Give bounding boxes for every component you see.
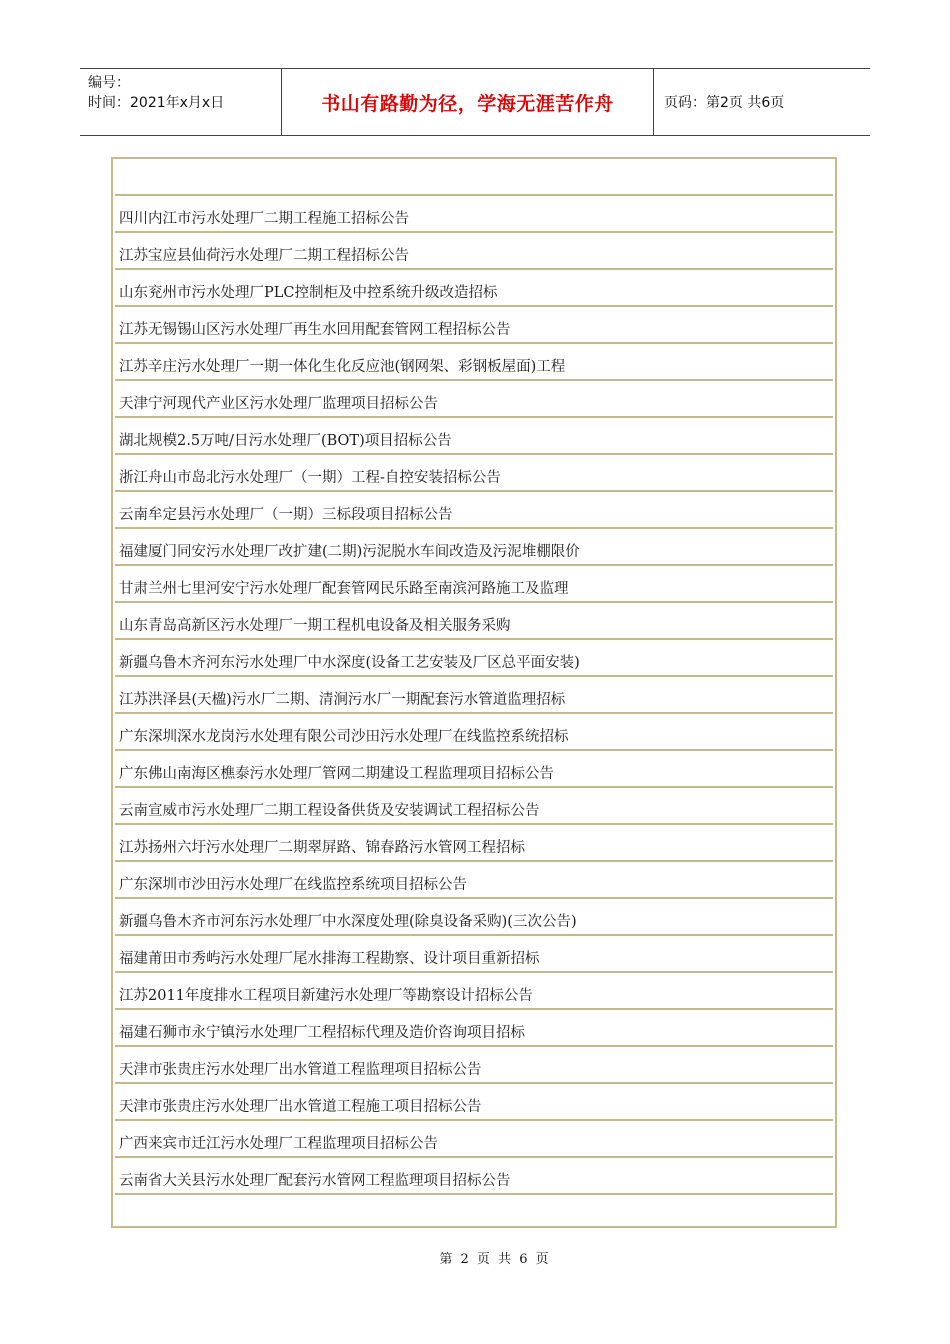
table-row: 四川内江市污水处理厂二期工程施工招标公告 bbox=[115, 198, 833, 233]
page-header bbox=[80, 68, 870, 136]
time-label: 时间：2021年x月x日 bbox=[88, 95, 225, 111]
table-row bbox=[115, 1197, 833, 1232]
header-page-label: 页码：第2页 共6页 bbox=[664, 95, 785, 111]
table-row: 天津市张贵庄污水处理厂出水管道工程监理项目招标公告 bbox=[115, 1049, 833, 1084]
table-row: 广东佛山南海区樵泰污水处理厂管网二期建设工程监理项目招标公告 bbox=[115, 753, 833, 788]
table-row: 山东兖州市污水处理厂PLC控制柜及中控系统升级改造招标 bbox=[115, 272, 833, 307]
table-row: 江苏洪泽县(天楹)污水厂二期、清涧污水厂一期配套污水管道监理招标 bbox=[115, 679, 833, 714]
number-label: 编号： bbox=[88, 75, 130, 91]
table-row: 福建莆田市秀屿污水处理厂尾水排海工程勘察、设计项目重新招标 bbox=[115, 938, 833, 973]
table-row: 广东深圳市沙田污水处理厂在线监控系统项目招标公告 bbox=[115, 864, 833, 899]
table-row bbox=[115, 159, 833, 196]
table-row: 云南宣威市污水处理厂二期工程设备供货及安装调试工程招标公告 bbox=[115, 790, 833, 825]
table-row: 湖北规模2.5万吨/日污水处理厂(BOT)项目招标公告 bbox=[115, 420, 833, 455]
table-row: 天津市张贵庄污水处理厂出水管道工程施工项目招标公告 bbox=[115, 1086, 833, 1121]
table-row: 天津宁河现代产业区污水处理厂监理项目招标公告 bbox=[115, 383, 833, 418]
table-row: 广东深圳深水龙岗污水处理有限公司沙田污水处理厂在线监控系统招标 bbox=[115, 716, 833, 751]
table-row: 云南省大关县污水处理厂配套污水管网工程监理项目招标公告 bbox=[115, 1160, 833, 1195]
table-row: 江苏辛庄污水处理厂一期一体化生化反应池(钢网架、彩钢板屋面)工程 bbox=[115, 346, 833, 381]
table-row: 江苏2011年度排水工程项目新建污水处理厂等勘察设计招标公告 bbox=[115, 975, 833, 1010]
table-row: 广西来宾市迁江污水处理厂工程监理项目招标公告 bbox=[115, 1123, 833, 1158]
listing-table bbox=[111, 157, 837, 1228]
table-row: 福建厦门同安污水处理厂改扩建(二期)污泥脱水车间改造及污泥堆棚限价 bbox=[115, 531, 833, 566]
table-row: 山东青岛高新区污水处理厂一期工程机电设备及相关服务采购 bbox=[115, 605, 833, 640]
table-row: 江苏宝应县仙荷污水处理厂二期工程招标公告 bbox=[115, 235, 833, 270]
table-row: 江苏无锡锡山区污水处理厂再生水回用配套管网工程招标公告 bbox=[115, 309, 833, 344]
table-row: 江苏扬州六圩污水处理厂二期翠屏路、锦春路污水管网工程招标 bbox=[115, 827, 833, 862]
header-meta bbox=[80, 69, 282, 135]
table-row: 新疆乌鲁木齐市河东污水处理厂中水深度处理(除臭设备采购)(三次公告) bbox=[115, 901, 833, 936]
header-motto: 书山有路勤为径，学海无涯苦作舟 bbox=[282, 69, 654, 135]
table-row: 福建石狮市永宁镇污水处理厂工程招标代理及造价咨询项目招标 bbox=[115, 1012, 833, 1047]
table-row: 甘肃兰州七里河安宁污水处理厂配套管网民乐路至南滨河路施工及监理 bbox=[115, 568, 833, 603]
table-row: 云南牟定县污水处理厂（一期）三标段项目招标公告 bbox=[115, 494, 833, 529]
page-footer: 第 2 页 共 6 页 bbox=[439, 1252, 551, 1267]
table-row: 浙江舟山市岛北污水处理厂（一期）工程-自控安装招标公告 bbox=[115, 457, 833, 492]
table-row: 新疆乌鲁木齐河东污水处理厂中水深度(设备工艺安装及厂区总平面安装) bbox=[115, 642, 833, 677]
